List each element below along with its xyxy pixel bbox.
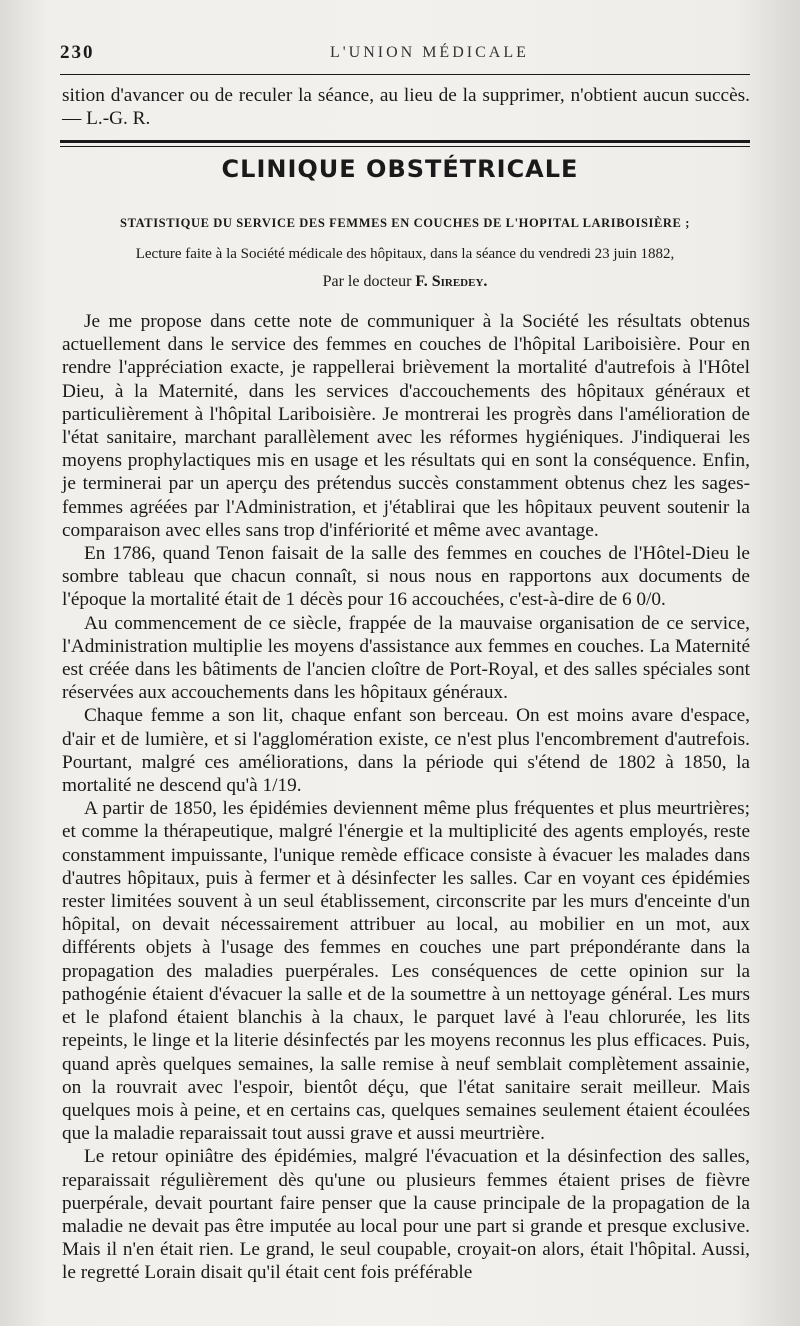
body-paragraph: A partir de 1850, les épidémies deviennent même plus fréquentes et plus meurtrières; et comme la thérapeutique, malgré l'énergie et la multiplicité des agents employés, reste constamment impuissante, l'unique remède efficace consiste à évacuer les malades dans d'autres hôpitaux, puis à fermer et à désinfecter les salles. Car en voyant ces épidémies rester limitées souvent à un seul établissement, circonscrite par les murs d'enceinte d'un hôpital, on devait nécessairement attribuer au local, au mobilier en un mot, aux différents objets à l'usage des femmes en couches une part prépondérante dans la propagation des maladies puerpérales. Les conséquences de cette opinion sur la pathogénie étaient d'évacuer la salle et de la soumettre à un nettoyage général. Les murs et le plafond étaient blanchis à la chaux, le parquet lavé à l'eau chlorurée, les lits repeints, le linge et la literie désinfectés par les moyens reconnus les plus efficaces. Puis, quand après quelques semaines, la salle remise à neuf semblait complètement assainie, on la rouvrait avec l'espoir, bientôt déçu, que l'état sanitaire serait meilleur. Mais quelques mois à peine, et en certains cas, quelques semaines seulement étaient écoulées que la maladie reparaissait tout aussi grave et aussi meurtrière.	[62, 798, 750, 1145]
body-paragraph: En 1786, quand Tenon faisait de la salle des femmes en couches de l'Hôtel-Dieu le sombre tableau que chacun connaît, si nous nous en rapportons aux documents de l'époque la mortalité était de 1 décès pour 16 accouchées, c'est-à-dire de 6 0/0.	[62, 543, 750, 611]
author-name: F. Siredey.	[415, 273, 488, 290]
author-prefix: Par le docteur	[322, 273, 412, 290]
page-number: 230	[60, 42, 95, 63]
body-paragraph: Le retour opiniâtre des épidémies, malgré l'évacuation et la désinfection des salles, reparaissait régulièrement dès qu'une ou plusieurs femmes étaient prises de fièvre puerpérale, devait pourtant faire penser que la cause principale de la propagation de la maladie ne devait pas être imputée au local pour une part si grande et presque exclusive. Mais il n'en était rien. Le grand, le seul coupable, croyait-on alors, était l'hôpital. Aussi, le regretté Lorain disait qu'il était cent fois préférable	[62, 1146, 750, 1284]
header-rule	[60, 74, 750, 75]
intro-paragraph: sition d'avancer ou de reculer la séance, au lieu de la supprimer, n'obtient aucun succès. — L.-G. R.	[62, 85, 750, 130]
author-line	[60, 273, 750, 291]
body-paragraph: Au commencement de ce siècle, frappée de la mauvaise organisation de ce service, l'Administration multiplie les moyens d'assistance aux femmes en couches. La Maternité est créée dans les bâtiments de l'ancien cloître de Port-Royal, et des salles spéciales sont réservées aux accouchements dans les hôpitaux généraux.	[62, 612, 750, 704]
journal-title: L'UNION MÉDICALE	[330, 44, 529, 61]
section-rule-thick	[60, 140, 750, 143]
lecture-note: Lecture faite à la Société médicale des hôpitaux, dans la séance du vendredi 23 juin 1882,	[135, 246, 675, 262]
article-subtitle: STATISTIQUE DU SERVICE DES FEMMES EN COUCHES DE L'HOPITAL LARIBOISIÈRE ;	[120, 216, 690, 230]
article-body	[62, 310, 750, 1285]
body-paragraph: Chaque femme a son lit, chaque enfant son berceau. On est moins avare d'espace, d'air et de lumière, et si l'agglomération existe, ce n'est plus l'encombrement d'autrefois. Pourtant, malgré ces améliorations, dans la période qui s'étend de 1802 à 1850, la mortalité ne descend qu'à 1/19.	[62, 705, 750, 797]
section-rule-thin	[60, 146, 750, 147]
article-title: CLINIQUE OBSTÉTRICALE	[221, 155, 579, 183]
body-paragraph: Je me propose dans cette note de communiquer à la Société les résultats obtenus actuellement dans le service des femmes en couches de l'hôpital Lariboisière. Pour en rendre l'appréciation exacte, je rappellerai brièvement la mortalité d'autrefois à l'Hôtel Dieu, à la Maternité, dans les services d'accouchements des hôpitaux généraux et particulièrement à l'hôpital Lariboisière. Je montrerai les progrès dans l'amélioration de l'état sanitaire, marchant parallèlement avec les réformes hygiéniques. J'indiquerai les moyens prophylactiques mis en usage et les résultats qui en sont la conséquence. Enfin, je terminerai par un aperçu des prétendus succès constamment obtenus chez les sages-femmes agréées par l'Administration, et j'établirai que les hôpitaux peuvent soutenir la comparaison avec elles sans trop d'infériorité et même avec avantage.	[62, 311, 750, 541]
running-header	[60, 42, 750, 68]
intro-text-block	[62, 84, 750, 130]
